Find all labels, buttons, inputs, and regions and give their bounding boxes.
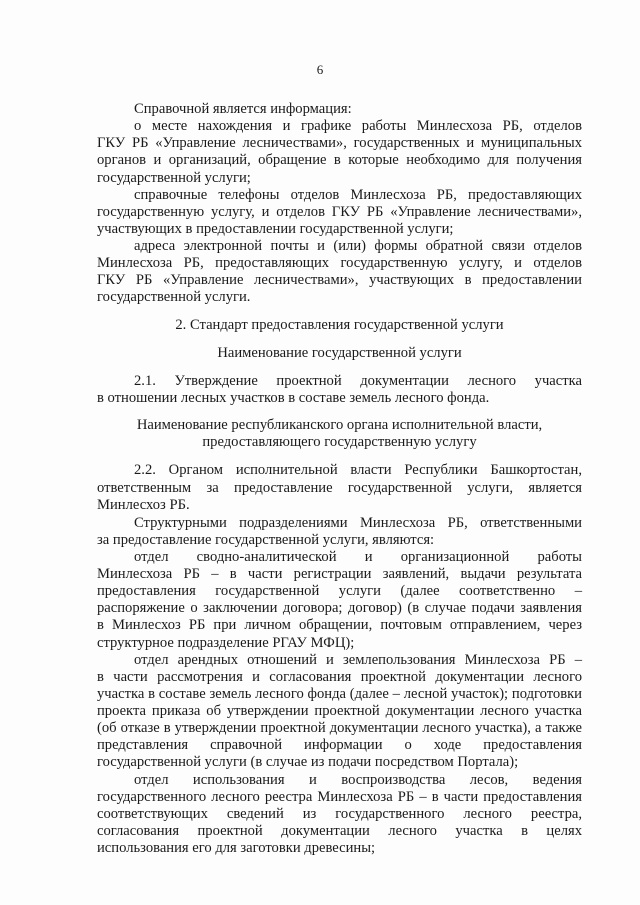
text-line: государственную услугу, и отделов ГКУ РБ «Управление лесничествами», <box>97 203 582 220</box>
text-line: отдел сводно-аналитической и организационной работы <box>134 548 582 565</box>
text-line: 2.1. Утверждение проектной документации лесного участка <box>134 373 582 390</box>
text-line: проекта приказа об утверждении проектной документации лесного участка <box>97 703 582 719</box>
text-line: органов и организаций, обращение в которые необходимо для получения <box>97 152 582 169</box>
section-heading: предоставляющего государственную услугу <box>202 434 477 451</box>
section-heading: Наименование государственной услуги <box>217 345 462 362</box>
text-line: отдел арендных отношений и землепользования Минлесхоза РБ – <box>134 651 582 668</box>
text-line: Справочной является информация: <box>134 101 352 117</box>
text-line: Минлесхоз РБ. <box>97 496 190 513</box>
text-line: (об отказе в утверждении проектной документации лесного участка), а также <box>97 720 582 737</box>
section-heading: 2. Стандарт предоставления государственной услуги <box>175 317 504 334</box>
text-line: государственной услуги. <box>97 289 251 306</box>
text-line: Минлесхоза РБ – в части регистрации заявлений, выдачи результата <box>97 566 582 582</box>
text-line: адреса электронной почты и (или) формы обратной связи отделов <box>134 238 582 254</box>
text-line: в отношении лесных участков в составе земель лесного фонда. <box>97 390 490 407</box>
text-line: участка в составе земель лесного фонда (далее – лесной участок); подготовки <box>97 685 582 702</box>
text-line: ГКУ РБ «Управление лесничествами», участвующих в предоставлении <box>97 272 582 289</box>
text-line: в Минлесхоз РБ при личном обращении, почтовым отправлением, через <box>97 617 582 634</box>
text-line: о месте нахождения и графике работы Минлесхоза РБ, отделов <box>134 118 582 135</box>
text-line: распоряжение о заключении договора; договор) (в случае подачи заявления <box>97 600 582 617</box>
text-line: участвующих в предоставлении государственной услуги; <box>97 220 454 237</box>
text-line: государственного лесного реестра Минлесхоза РБ – в части предоставления <box>97 788 582 805</box>
text-line: структурное подразделение РГАУ МФЦ); <box>97 634 355 651</box>
text-line: ответственным за предоставление государственной услуги, является <box>97 479 582 496</box>
text-line: справочные телефоны отделов Минлесхоза РБ, предоставляющих <box>134 186 582 203</box>
text-line: Минлесхоза РБ, предоставляющих государственную услугу, и отделов <box>97 255 582 272</box>
section-heading: Наименование республиканского органа исполнительной власти, <box>136 417 543 434</box>
page-number: 6 <box>316 62 324 77</box>
text-line: 2.2. Органом исполнительной власти Республики Башкортостан, <box>134 462 582 479</box>
text-line: ГКУ РБ «Управление лесничествами», государственных и муниципальных <box>97 135 582 152</box>
text-line: в части рассмотрения и согласования проектной документации лесного <box>97 668 582 685</box>
text-line: государственной услуги (в случае из подачи посредством Портала); <box>97 754 519 771</box>
text-line: отдел использования и воспроизводства лесов, ведения <box>134 771 582 788</box>
text-line: соответствующих сведений из государственного лесного реестра, <box>97 805 582 822</box>
text-line: представления справочной информации о ходе предоставления <box>97 737 582 754</box>
text-line: согласования проектной документации лесного участка в целях <box>97 822 582 839</box>
text-line: Структурными подразделениями Минлесхоза РБ, ответственными <box>134 514 582 531</box>
text-line: государственной услуги; <box>97 169 251 186</box>
text-line: использования его для заготовки древесины; <box>97 840 376 856</box>
text-line: за предоставление государственной услуги, являются: <box>97 531 435 548</box>
text-line: предоставления государственной услуги (далее соответственно – <box>97 583 582 600</box>
